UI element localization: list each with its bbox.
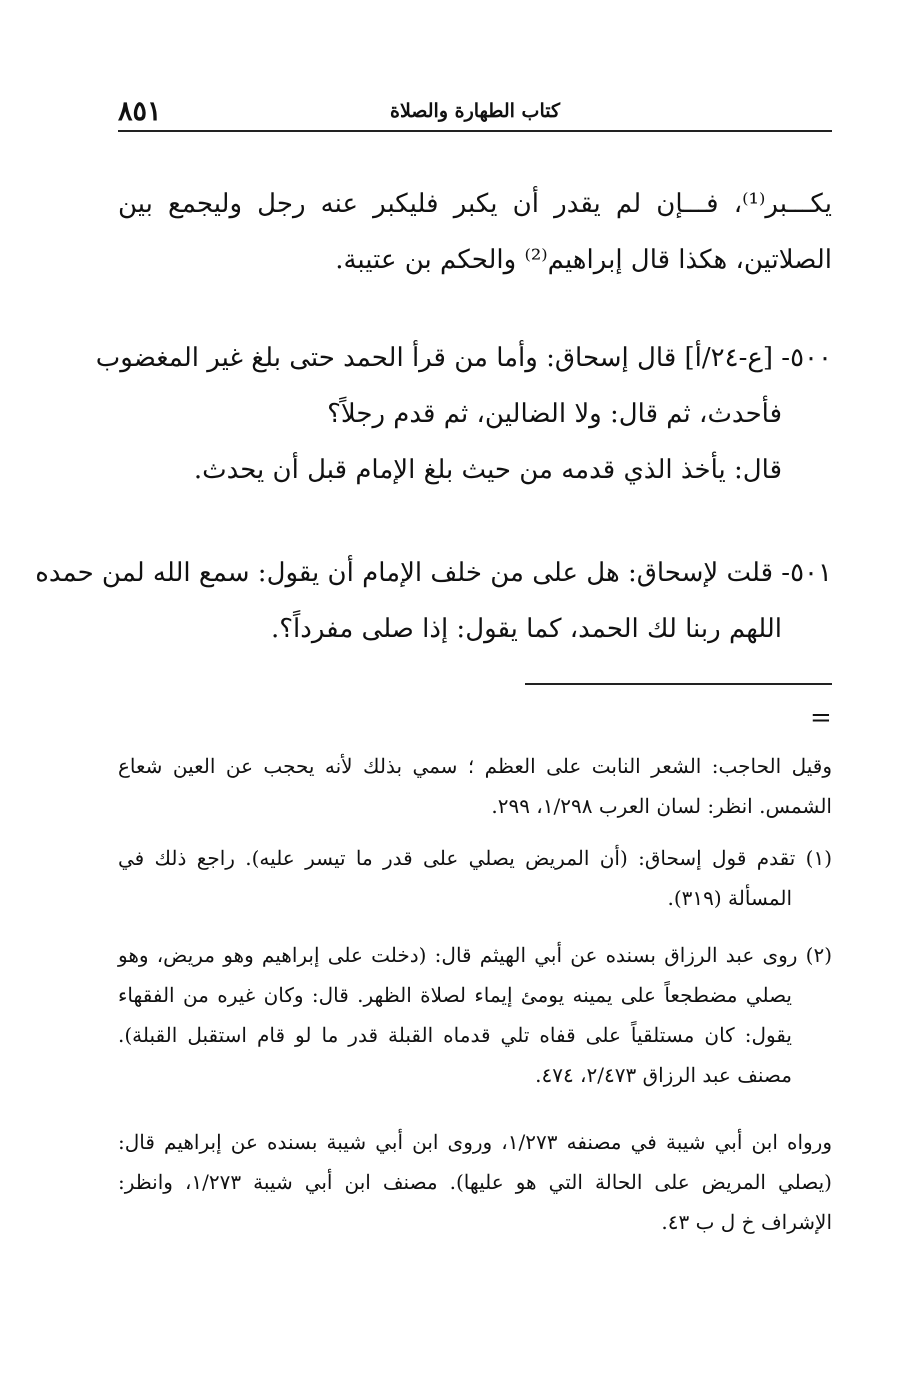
footnote-separator bbox=[525, 683, 832, 685]
footnote-line: (٢) روى عبد الرزاق بسنده عن أبي الهيثم قال: (دخلت على إبراهيم وهو مريض، وهو bbox=[118, 943, 832, 967]
issue-500 bbox=[95, 330, 832, 498]
running-title: كتاب الطهارة والصلاة bbox=[389, 100, 561, 122]
page-number: ٨٥١ bbox=[118, 96, 162, 127]
footnote-line: يقول: كان مستلقياً على قفاه تلي قدماه القبلة قدر ما لو قام استقبل القبلة). bbox=[118, 1023, 792, 1047]
issue-question-line: فأحدث، ثم قال: ولا الضالين، ثم قدم رجلاً؟ bbox=[327, 399, 782, 429]
footnote-2-continuation bbox=[118, 1122, 832, 1242]
continuation-paragraph bbox=[118, 176, 832, 288]
footnote-line: (١) تقدم قول إسحاق: (أن المريض يصلي على قدر ما تيسر عليه). راجع ذلك في bbox=[118, 846, 832, 870]
footnote-continuation-mark: = bbox=[810, 703, 832, 733]
footnote-line: وقيل الحاجب: الشعر النابت على العظم ؛ سمي بذلك لأنه يحجب عن العين شعاع bbox=[118, 754, 832, 778]
footnote-1 bbox=[118, 838, 832, 918]
issue-501 bbox=[35, 545, 832, 657]
footnote-line: ورواه ابن أبي شيبة في مصنفه ١/٢٧٣، وروى ابن أبي شيبة بسنده عن إبراهيم قال: bbox=[118, 1130, 832, 1154]
footnote-line: الشمس. انظر: لسان العرب ١/٢٩٨، ٢٩٩. bbox=[491, 794, 832, 818]
issue-answer-line: قال: يأخذ الذي قدمه من حيث بلغ الإمام قبل أن يحدث. bbox=[193, 455, 782, 485]
text-line: يكـــبر⁽¹⁾، فـــإن لم يقدر أن يكبر فليكبر عنه رجل وليجمع بين bbox=[118, 189, 832, 219]
footnote-2 bbox=[118, 935, 832, 1095]
footnote-line: يصلي مضطجعاً على يمينه يومئ إيماء لصلاة الظهر. قال: وكان غيره من الفقهاء bbox=[118, 983, 792, 1007]
footnote-line: المسألة (٣١٩). bbox=[667, 886, 792, 910]
footnote-continued bbox=[118, 746, 832, 826]
text-line: الصلاتين، هكذا قال إبراهيم⁽²⁾ والحكم بن عتيبة. bbox=[335, 245, 832, 275]
footnote-line: الإشراف خ ل ب ٤٣. bbox=[661, 1210, 832, 1234]
page-header bbox=[118, 96, 832, 132]
issue-question-line: ٥٠١- قلت لإسحاق: هل على من خلف الإمام أن يقول: سمع الله لمن حمده bbox=[35, 558, 832, 588]
footnote-line: مصنف عبد الرزاق ٢/٤٧٣، ٤٧٤. bbox=[535, 1063, 792, 1087]
issue-question-line: اللهم ربنا لك الحمد، كما يقول: إذا صلى مفرداً؟. bbox=[270, 614, 782, 644]
issue-question-line: ٥٠٠- [ع-٢٤/أ] قال إسحاق: وأما من قرأ الحمد حتى بلغ غير المغضوب bbox=[95, 343, 832, 373]
footnote-line: (يصلي المريض على الحالة التي هو عليها). مصنف ابن أبي شيبة ١/٢٧٣، وانظر: bbox=[118, 1170, 832, 1194]
